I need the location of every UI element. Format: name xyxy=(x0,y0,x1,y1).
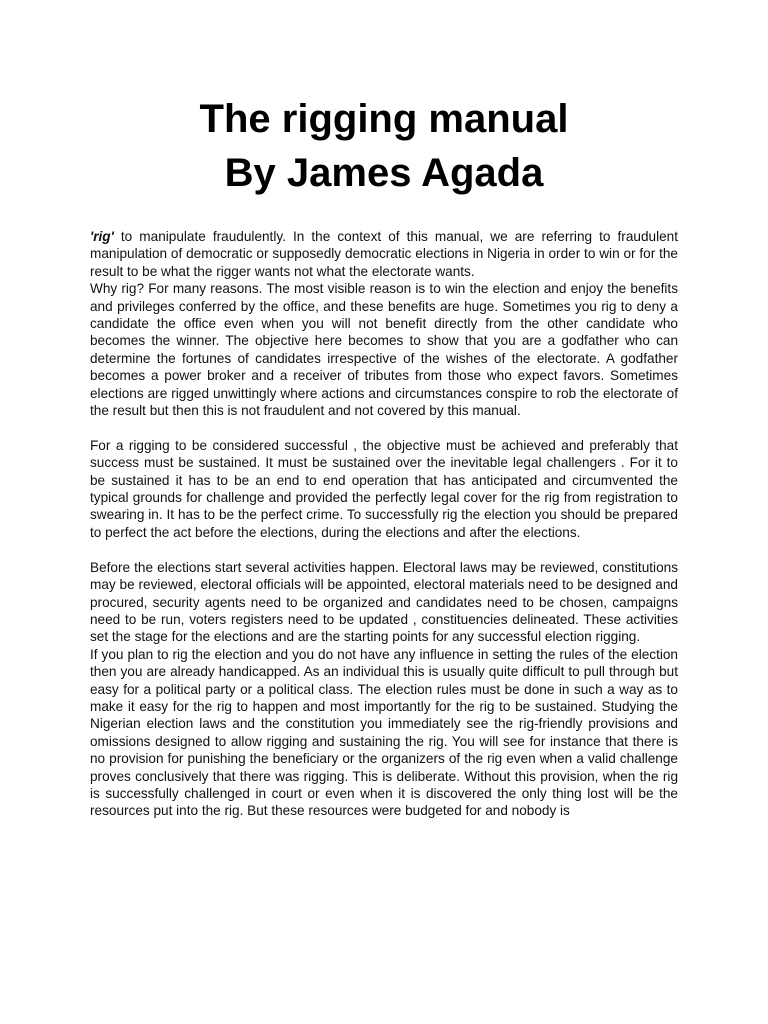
paragraph-definition xyxy=(90,228,678,280)
paragraph-spacer xyxy=(90,419,678,436)
paragraph-before-elections: Before the elections start several activities happen. Electoral laws may be reviewed, constitutions may be reviewed, electoral officials will be appointed, electoral materials need to be designed and procured, security agents need to be organized and candidates need to be chosen, campaigns need to be run, voters registers need to be updated , constituencies delineated. These activities set the stage for the elections and are the starting points for any successful election rigging. xyxy=(90,559,678,645)
paragraph-spacer xyxy=(90,541,678,558)
paragraph-election-rules: If you plan to rig the election and you do not have any influence in setting the rules of the election then you are already handicapped. As an individual this is usually quite difficult to pull through but easy for a political party or a political class. The election rules must be done in such a way as to make it easy for the rig to happen and most importantly for the rig to be sustained. Studying the Nigerian election laws and the constitution you immediately see the rig-friendly provisions and omissions designed to allow rigging and sustaining the rig. You will see for instance that there is no provision for punishing the beneficiary or the organizers of the rig even when a valid challenge proves conclusively that there was rigging. This is deliberate. Without this provision, when the rig is successfully challenged in court or even when it is discovered the only thing lost will be the resources put into the rig. But these resources were budgeted for and nobody is xyxy=(90,646,678,819)
document-body xyxy=(90,228,678,820)
title-line-2-author: By James Agada xyxy=(224,151,544,195)
title-line-1: The rigging manual xyxy=(199,97,569,141)
definition-text: to manipulate fraudulently. In the context of this manual, we are referring to fraudulent manipulation of democratic or supposedly democratic elections in Nigeria in order to win or for the result to be what the rigger wants not what the electorate wants. xyxy=(90,229,678,279)
document-title xyxy=(0,92,768,200)
paragraph-why-rig: Why rig? For many reasons. The most visible reason is to win the election and enjoy the benefits and privileges conferred by the office, and these benefits are huge. Sometimes you rig to deny a candidate the office even when you will not benefit directly from the other candidate who becomes the winner. The objective here becomes to show that you are a godfather who can determine the fortunes of candidates irrespective of the wishes of the electorate. A godfather becomes a power broker and a receiver of tributes from those who expect favors. Sometimes elections are rigged unwittingly where actions and circumstances conspire to rob the electorate of the result but then this is not fraudulent and not covered by this manual. xyxy=(90,281,678,419)
paragraph-success: For a rigging to be considered successful , the objective must be achieved and preferably that success must be sustained. It must be sustained over the inevitable legal challengers . For it to be sustained it has to be an end to end operation that has anticipated and circumvented the typical grounds for challenge and provided the perfectly legal cover for the rig from registration to swearing in. It has to be the perfect crime. To successfully rig the election you should be prepared to perfect the act before the elections, during the elections and after the elections. xyxy=(90,437,678,540)
defined-term: 'rig' xyxy=(90,229,114,244)
